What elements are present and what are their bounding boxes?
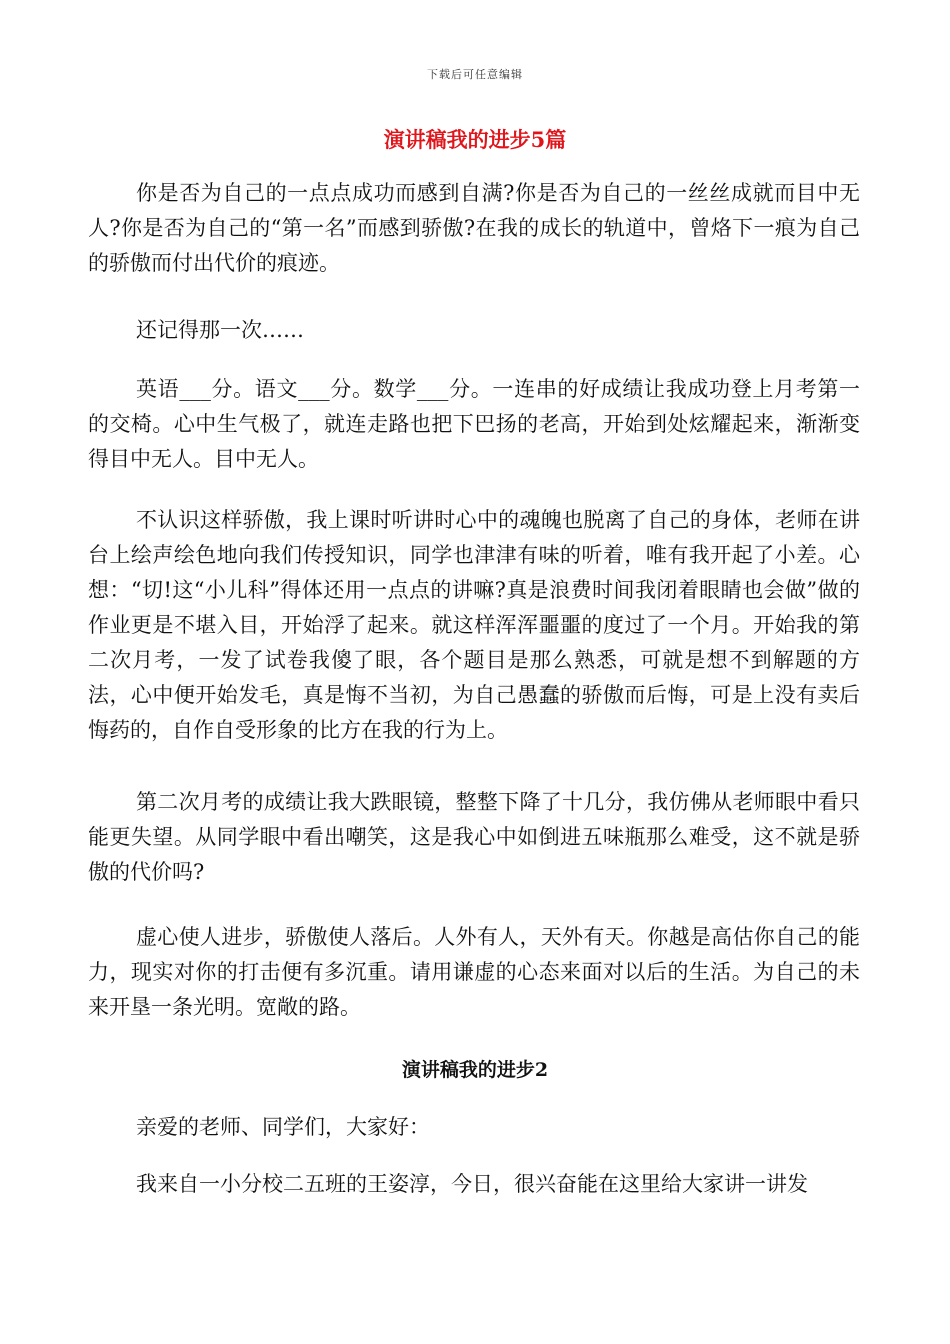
paragraph: 你是否为自己的一点点成功而感到自满?你是否为自己的一丝丝成就而目中无人?你是否为自己的“第一名”而感到骄傲?在我的成长的轨道中，曾烙下一痕为自己的骄傲而付出代价的痕迹。 [88, 181, 860, 275]
paragraph: 亲爱的老师、同学们，大家好： [136, 1115, 430, 1139]
paragraph: 不认识这样骄傲，我上课时听讲时心中的魂魄也脱离了自己的身体，老师在讲台上绘声绘色地向我们传授知识，同学也津津有味的听着，唯有我开起了小差。心想：“切!这“小儿科”得体还用一点点的讲嘛?真是浪费时间我闭着眼睛也会做”做的作业更是不堪入目，开始浮了起来。就这样浑浑噩噩的度过了一个月。开始我的第二次月考，一发了试卷我傻了眼，各个题目是那么熟悉，可就是想不到解题的方法，心中便开始发毛，真是悔不当初，为自己愚蠢的骄傲而后悔，可是上没有卖后悔药的，自作自受形象的比方在我的行为上。 [88, 508, 860, 742]
section-title: 演讲稿我的进步2 [401, 1059, 549, 1081]
paragraph: 虚心使人进步，骄傲使人落后。人外有人，天外有天。你越是高估你自己的能力，现实对你的打击便有多沉重。请用谦虚的心态来面对以后的生活。为自己的未来开垦一条光明。宽敞的路。 [88, 925, 860, 1019]
paragraph: 我来自一小分校二五班的王姿淳，今日，很兴奋能在这里给大家讲一讲发 [136, 1172, 808, 1196]
document-title: 演讲稿我的进步5篇 [383, 127, 567, 152]
paragraph: 还记得那一次…… [136, 318, 304, 342]
header-note: 下载后可任意编辑 [427, 68, 523, 81]
paragraph: 英语___分。语文___分。数学___分。一连串的好成绩让我成功登上月考第一的交椅。心中生气极了，就连走路也把下巴扬的老高，开始到处炫耀起来，渐渐变得目中无人。目中无人。 [88, 377, 860, 471]
paragraph: 第二次月考的成绩让我大跌眼镜，整整下降了十几分，我仿佛从老师眼中看只能更失望。从同学眼中看出嘲笑，这是我心中如倒进五味瓶那么难受，这不就是骄傲的代价吗? [88, 790, 860, 884]
